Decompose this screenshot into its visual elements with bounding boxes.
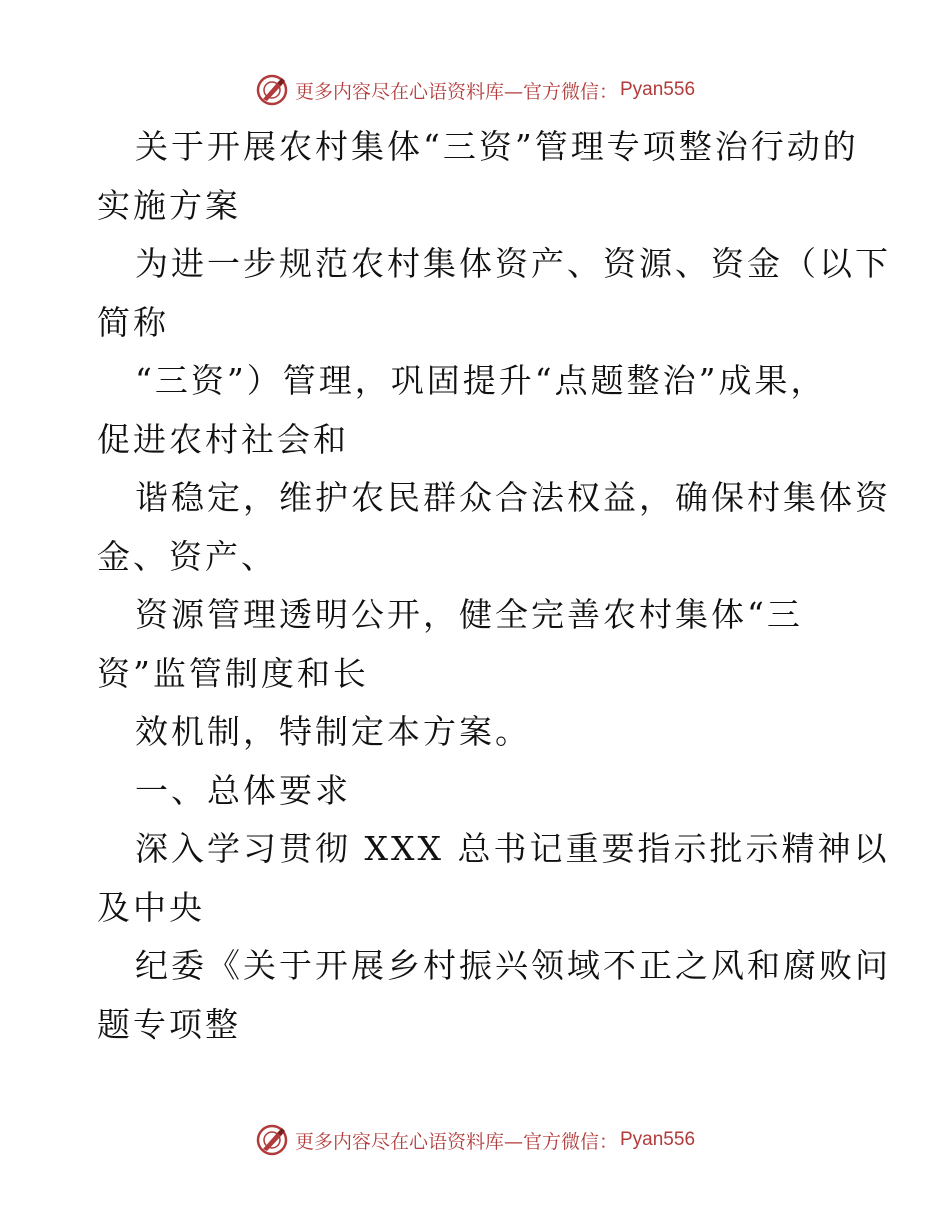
paragraph-line: 资”监管制度和长 [97, 653, 369, 693]
title-line-1: 关于开展农村集体“三资”管理专项整治行动的 [135, 127, 859, 166]
paragraph-line: 为进一步规范农村集体资产、资源、资金（以下 [135, 244, 891, 283]
watermark-handle: Pyan556 [620, 79, 696, 100]
document-body [97, 118, 891, 1054]
paragraph-line: “三资”）管理，巩固提升“点题整治”成果， [135, 361, 827, 400]
paragraph-line: 及中央 [97, 887, 205, 927]
paragraph-line: 谐稳定，维护农民群众合法权益，确保村集体资 [135, 478, 891, 517]
paragraph-line: 题专项整 [97, 1004, 241, 1044]
watermark-header [0, 70, 950, 110]
watermark-text: 更多内容尽在心语资料库—官方微信： [294, 80, 618, 103]
paragraph-line: 简称 [97, 302, 169, 342]
watermark-handle: Pyan556 [620, 1129, 696, 1150]
paragraph-line: 纪委《关于开展乡村振兴领域不正之风和腐败问 [135, 946, 891, 985]
title-line-2: 实施方案 [97, 185, 241, 225]
paragraph-line: 资源管理透明公开，健全完善农村集体“三 [135, 595, 803, 634]
paragraph-line: 效机制，特制定本方案。 [135, 712, 531, 751]
watermark-footer [0, 1120, 950, 1160]
paragraph-line: 促进农村社会和 [97, 419, 349, 459]
pen-nib-logo-icon [255, 73, 289, 107]
watermark-text: 更多内容尽在心语资料库—官方微信： [294, 1130, 618, 1153]
pen-nib-logo-icon [255, 1123, 289, 1157]
paragraph-line: 金、资产、 [97, 536, 277, 576]
paragraph-line: 深入学习贯彻 XXX 总书记重要指示批示精神以 [135, 829, 890, 868]
section-heading: 一、总体要求 [135, 770, 351, 810]
